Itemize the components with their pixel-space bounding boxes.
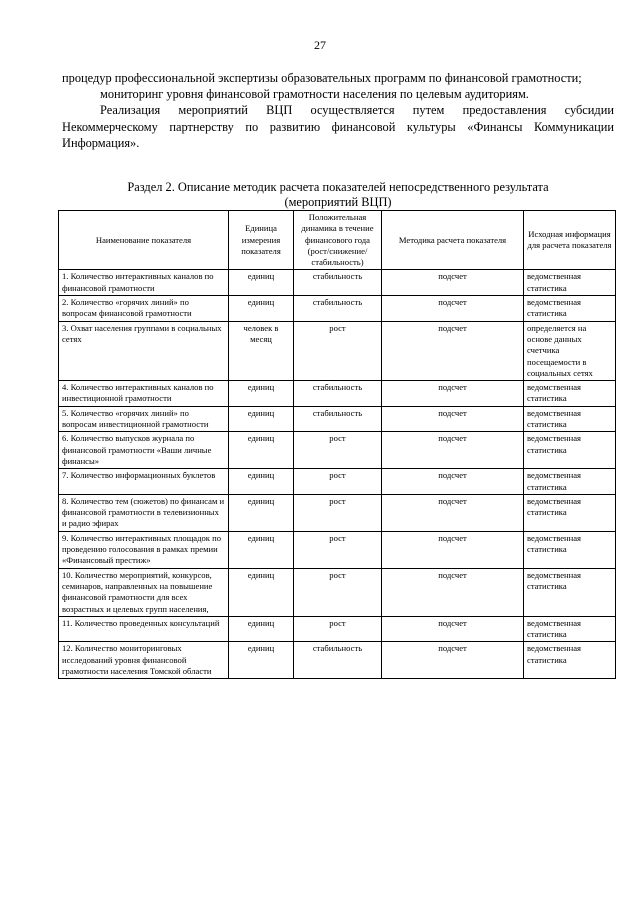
cell-method: подсчет [382, 568, 524, 616]
cell-method: подсчет [382, 642, 524, 679]
cell-source: ведомственная статистика [524, 432, 616, 469]
cell-method: подсчет [382, 494, 524, 531]
section-title-line-2: (мероприятий ВЦП) [284, 195, 392, 209]
cell-dynamics: рост [294, 568, 382, 616]
section-title [62, 180, 614, 210]
cell-unit: единиц [229, 531, 294, 568]
cell-source: ведомственная статистика [524, 642, 616, 679]
table-row [59, 432, 616, 469]
cell-source: ведомственная статистика [524, 469, 616, 495]
table-row [59, 381, 616, 407]
table-row [59, 616, 616, 642]
header-source: Исходная информация для расчета показателя [524, 211, 616, 270]
cell-dynamics: рост [294, 494, 382, 531]
cell-name: 3. Охват населения группами в социальных сетях [59, 321, 229, 380]
cell-dynamics: рост [294, 469, 382, 495]
cell-name: 5. Количество «горячих линий» по вопросам инвестиционной грамотности [59, 406, 229, 432]
cell-method: подсчет [382, 406, 524, 432]
cell-unit: единиц [229, 568, 294, 616]
cell-dynamics: стабильность [294, 381, 382, 407]
cell-unit: единиц [229, 469, 294, 495]
cell-source: ведомственная статистика [524, 296, 616, 322]
cell-method: подсчет [382, 432, 524, 469]
cell-method: подсчет [382, 616, 524, 642]
cell-source: ведомственная статистика [524, 270, 616, 296]
paragraph-3: Реализация мероприятий ВЦП осуществляется путем предоставления субсидии Некоммерческому партнерству по развитию финансовой культуры «Финансы Коммуникации Информация». [62, 103, 614, 150]
cell-dynamics: рост [294, 531, 382, 568]
indicators-table [58, 210, 616, 679]
cell-method: подсчет [382, 381, 524, 407]
header-method: Методика расчета показателя [382, 211, 524, 270]
cell-source: ведомственная статистика [524, 494, 616, 531]
paragraph-2: мониторинг уровня финансовой грамотности населения по целевым аудиториям. [100, 87, 529, 102]
cell-dynamics: рост [294, 432, 382, 469]
table-header-row [59, 211, 616, 270]
page-number: 27 [314, 38, 326, 52]
cell-method: подсчет [382, 321, 524, 380]
cell-source: ведомственная статистика [524, 381, 616, 407]
cell-name: 4. Количество интерактивных каналов по инвестиционной грамотности [59, 381, 229, 407]
cell-name: 1. Количество интерактивных каналов по финансовой грамотности [59, 270, 229, 296]
cell-unit: единиц [229, 406, 294, 432]
cell-unit: человек в месяц [229, 321, 294, 380]
table-row [59, 321, 616, 380]
table-row [59, 568, 616, 616]
cell-source: определяется на основе данных счетчика посещаемости в социальных сетях [524, 321, 616, 380]
cell-name: 10. Количество мероприятий, конкурсов, семинаров, направленных на повышение финансовой грамотности для всех возрастных и целевых групп населения, [59, 568, 229, 616]
cell-unit: единиц [229, 642, 294, 679]
table-row [59, 531, 616, 568]
body-text [62, 70, 614, 151]
table-row [59, 469, 616, 495]
table-row [59, 296, 616, 322]
cell-unit: единиц [229, 270, 294, 296]
cell-unit: единиц [229, 616, 294, 642]
cell-unit: единиц [229, 296, 294, 322]
table-row [59, 406, 616, 432]
cell-method: подсчет [382, 469, 524, 495]
cell-dynamics: рост [294, 321, 382, 380]
cell-name: 2. Количество «горячих линий» по вопросам финансовой грамотности [59, 296, 229, 322]
cell-name: 11. Количество проведенных консультаций [59, 616, 229, 642]
cell-source: ведомственная статистика [524, 406, 616, 432]
cell-dynamics: стабильность [294, 296, 382, 322]
cell-source: ведомственная статистика [524, 568, 616, 616]
table-row [59, 270, 616, 296]
cell-source: ведомственная статистика [524, 531, 616, 568]
cell-name: 12. Количество мониторинговых исследований уровня финансовой грамотности населения Томской области [59, 642, 229, 679]
cell-unit: единиц [229, 381, 294, 407]
cell-method: подсчет [382, 296, 524, 322]
cell-name: 6. Количество выпусков журнала по финансовой грамотности «Ваши личные финансы» [59, 432, 229, 469]
section-title-line-1: Раздел 2. Описание методик расчета показателей непосредственного результата [127, 180, 549, 194]
cell-dynamics: рост [294, 616, 382, 642]
table-row [59, 494, 616, 531]
cell-dynamics: стабильность [294, 406, 382, 432]
header-unit: Единица измерения показателя [229, 211, 294, 270]
cell-unit: единиц [229, 494, 294, 531]
cell-name: 8. Количество тем (сюжетов) по финансам и финансовой грамотности в телевизионных и радио эфирах [59, 494, 229, 531]
cell-dynamics: стабильность [294, 270, 382, 296]
cell-unit: единиц [229, 432, 294, 469]
cell-dynamics: стабильность [294, 642, 382, 679]
header-dynamics: Положительная динамика в течение финансового года (рост/снижение/стабильность) [294, 211, 382, 270]
cell-method: подсчет [382, 531, 524, 568]
table-row [59, 642, 616, 679]
cell-name: 9. Количество интерактивных площадок по проведению голосования в рамках премии «Финансовый престиж» [59, 531, 229, 568]
cell-name: 7. Количество информационных буклетов [59, 469, 229, 495]
cell-source: ведомственная статистика [524, 616, 616, 642]
header-indicator-name: Наименование показателя [59, 211, 229, 270]
cell-method: подсчет [382, 270, 524, 296]
paragraph-1: процедур профессиональной экспертизы образовательных программ по финансовой грамотности; [62, 71, 582, 85]
